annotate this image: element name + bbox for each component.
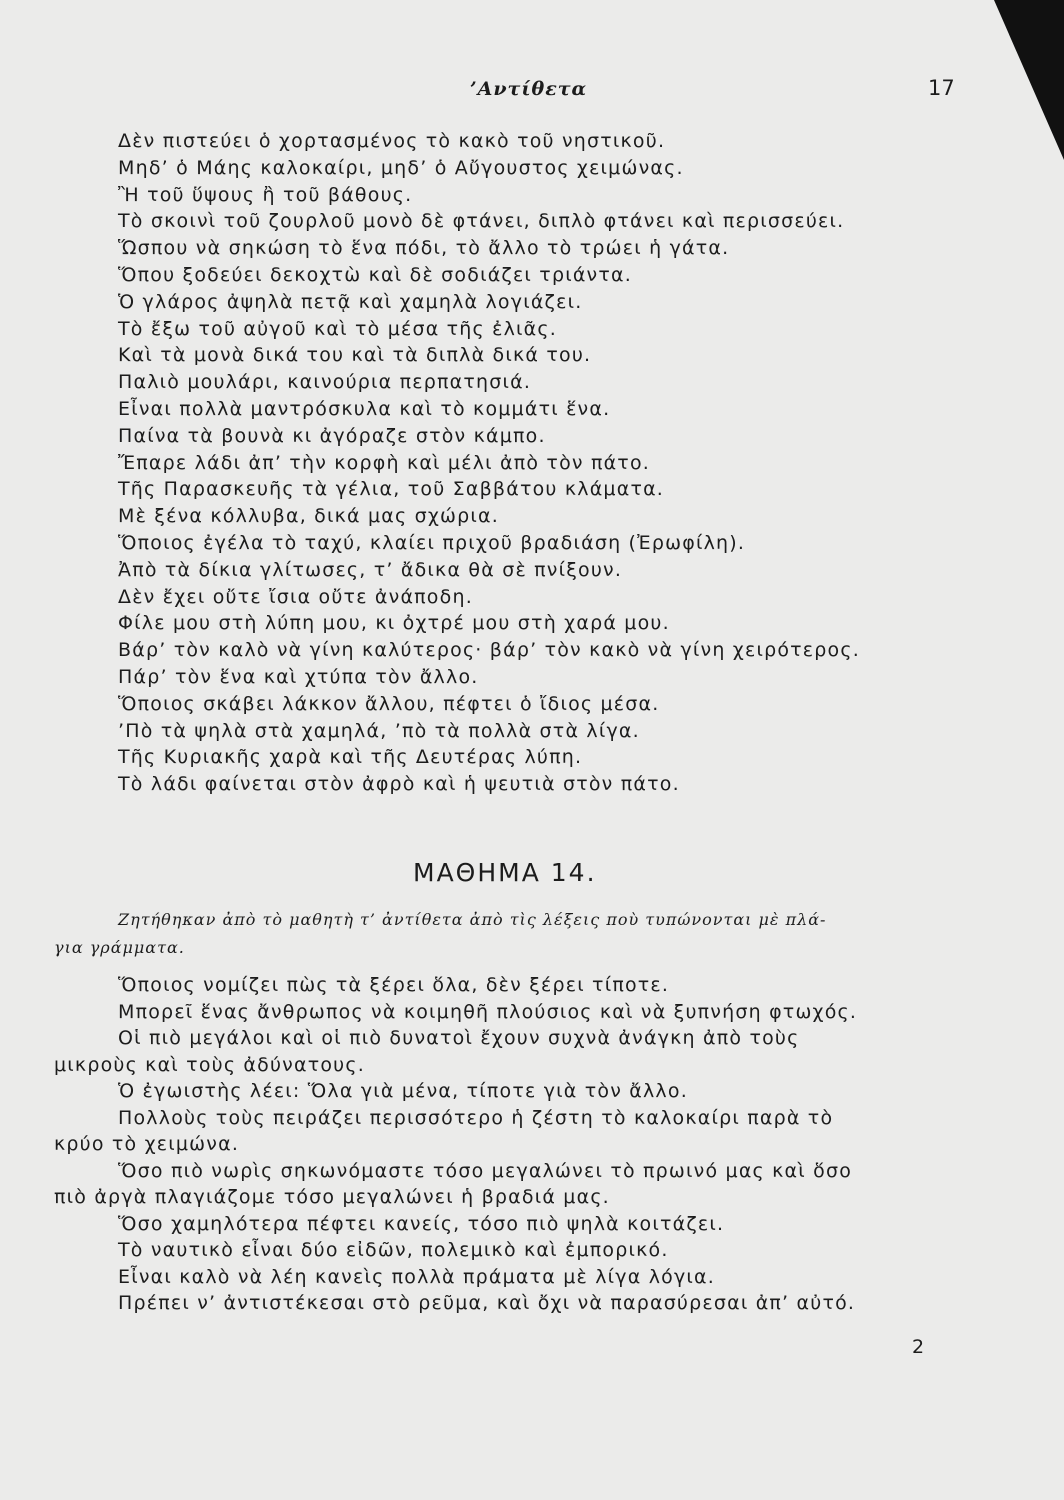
proverb-line: Δὲν ἔχει οὔτε ἴσια οὔτε ἀνάποδη. bbox=[118, 585, 473, 608]
proverbs-list bbox=[118, 130, 978, 800]
proverb-line: Ὅποιος ἐγέλα τὸ ταχύ, κλαίει πριχοῦ βραδιάση (Ἐρωφίλη). bbox=[118, 531, 746, 554]
sentence-line: Ὁ ἐγωιστὴς λέει: Ὅλα γιὰ μένα, τίποτε γιὰ τὸν ἄλλο. bbox=[118, 1080, 688, 1102]
proverb-line: Ἢ τοῦ ὕψους ἢ τοῦ βάθους. bbox=[118, 183, 413, 206]
running-title: ’Αντίθετα bbox=[470, 78, 588, 100]
sentence-line: Ὅσο πιὸ νωρὶς σηκωνόμαστε τόσο μεγαλώνει τὸ πρωινό μας καὶ ὅσο bbox=[118, 1159, 853, 1182]
proverb-line: Ἔπαρε λάδι ἀπ’ τὴν κορφὴ καὶ μέλι ἀπὸ τὸν πάτο. bbox=[118, 451, 651, 474]
page-header bbox=[0, 78, 1064, 108]
lesson-heading: ΜΑΘΗΜΑ 14. bbox=[413, 858, 597, 887]
signature-mark: 2 bbox=[912, 1336, 925, 1358]
sentence-line: Ὅσο χαμηλότερα πέφτει κανείς, τόσο πιὸ ψηλὰ κοιτάζει. bbox=[118, 1212, 725, 1235]
proverb-line: Τῆς Κυριακῆς χαρὰ καὶ τῆς Δευτέρας λύπη. bbox=[118, 746, 583, 769]
sentence-line: Πρέπει ν’ ἀντιστέκεσαι στὸ ρεῦμα, καὶ ὄχι νὰ παρασύρεσαι ἀπ’ αὐτό. bbox=[118, 1292, 856, 1314]
proverb-line: Τῆς Παρασκευῆς τὰ γέλια, τοῦ Σαββάτου κλάματα. bbox=[118, 478, 665, 501]
proverb-line: Ὥσπου νὰ σηκώση τὸ ἕνα πόδι, τὸ ἄλλο τὸ τρώει ἡ γάτα. bbox=[118, 237, 730, 260]
proverb-line: Δὲν πιστεύει ὁ χορτασμένος τὸ κακὸ τοῦ νηστικοῦ. bbox=[118, 130, 666, 152]
sentence-line: Πολλοὺς τοὺς πειράζει περισσότερο ἡ ζέστη τὸ καλοκαίρι παρὰ τὸ bbox=[118, 1106, 834, 1129]
proverb-line: Τὸ ἔξω τοῦ αὐγοῦ καὶ τὸ μέσα τῆς ἐλιᾶς. bbox=[118, 317, 557, 340]
proverb-line: Φίλε μου στὴ λύπη μου, κι ὀχτρέ μου στὴ χαρά μου. bbox=[118, 612, 670, 635]
proverb-line: Μηδ’ ὁ Μάης καλοκαίρι, μηδ’ ὁ Αὔγουστος χειμώνας. bbox=[118, 156, 684, 179]
sentences-list bbox=[54, 974, 964, 1319]
proverb-line: Πάρ’ τὸν ἕνα καὶ χτύπα τὸν ἄλλο. bbox=[118, 665, 479, 688]
proverb-line: Ὅποιος σκάβει λάκκον ἄλλου, πέφτει ὁ ἴδιος μέσα. bbox=[118, 692, 660, 715]
proverb-line: Μὲ ξένα κόλλυβα, δικά μας σχώρια. bbox=[118, 505, 499, 528]
proverb-line: Παίνα τὰ βουνὰ κι ἀγόραζε στὸν κάμπο. bbox=[118, 424, 546, 447]
instruction-line: Ζητήθηκαν ἀπὸ τὸ μαθητὴ τ’ ἀντίθετα ἀπὸ τὶς λέξεις ποὺ τυπώνονται μὲ πλά- bbox=[118, 910, 827, 929]
proverb-line: Εἶναι πολλὰ μαντρόσκυλα καὶ τὸ κομμάτι ἕνα. bbox=[118, 397, 611, 420]
sentence-line: Ὅποιος νομίζει πὼς τὰ ξέρει ὅλα, δὲν ξέρει τίποτε. bbox=[118, 974, 670, 996]
proverb-line: Ὅπου ξοδεύει δεκοχτὼ καὶ δὲ σοδιάζει τριάντα. bbox=[118, 263, 632, 286]
lesson-instruction bbox=[54, 906, 958, 962]
instruction-line: για γράμματα. bbox=[54, 938, 185, 957]
proverb-line: Ἀπὸ τὰ δίκια γλίτωσες, τ’ ἄδικα θὰ σὲ πνίξουν. bbox=[118, 558, 623, 581]
sentence-line: μικροὺς καὶ τοὺς ἀδύνατους. bbox=[54, 1053, 365, 1076]
proverb-line: Καὶ τὰ μονὰ δικά του καὶ τὰ διπλὰ δικά του. bbox=[118, 344, 592, 367]
proverb-line: Ὁ γλάρος ἀψηλὰ πετᾷ καὶ χαμηλὰ λογιάζει. bbox=[118, 290, 583, 313]
sentence-line: Εἶναι καλὸ νὰ λέη κανεὶς πολλὰ πράματα μὲ λίγα λόγια. bbox=[118, 1265, 716, 1288]
sentence-line: Οἱ πιὸ μεγάλοι καὶ οἱ πιὸ δυνατοὶ ἔχουν συχνὰ ἀνάγκη ἀπὸ τοὺς bbox=[118, 1027, 800, 1049]
proverb-line: Τὸ λάδι φαίνεται στὸν ἀφρὸ καὶ ἡ ψευτιὰ στὸν πάτο. bbox=[118, 773, 680, 796]
proverb-line: ’Πὸ τὰ ψηλὰ στὰ χαμηλά, ’πὸ τὰ πολλὰ στὰ λίγα. bbox=[118, 719, 640, 742]
proverb-line: Βάρ’ τὸν καλὸ νὰ γίνη καλύτερος· βάρ’ τὸν κακὸ νὰ γίνη χειρότερος. bbox=[118, 639, 860, 662]
page-number: 17 bbox=[928, 76, 955, 100]
sentence-line: Τὸ ναυτικὸ εἶναι δύο εἰδῶν, πολεμικὸ καὶ ἐμπορικό. bbox=[118, 1239, 669, 1261]
sentence-line: Μπορεῖ ἕνας ἄνθρωπος νὰ κοιμηθῆ πλούσιος καὶ νὰ ξυπνήση φτωχός. bbox=[118, 1000, 858, 1023]
proverb-line: Παλιὸ μουλάρι, καινούρια περπατησιά. bbox=[118, 371, 532, 394]
sentence-line: πιὸ ἀργὰ πλαγιάζομε τόσο μεγαλώνει ἡ βραδιά μας. bbox=[54, 1186, 610, 1208]
sentence-line: κρύο τὸ χειμώνα. bbox=[54, 1133, 240, 1155]
proverb-line: Τὸ σκοινὶ τοῦ ζουρλοῦ μονὸ δὲ φτάνει, διπλὸ φτάνει καὶ περισσεύει. bbox=[118, 210, 845, 233]
